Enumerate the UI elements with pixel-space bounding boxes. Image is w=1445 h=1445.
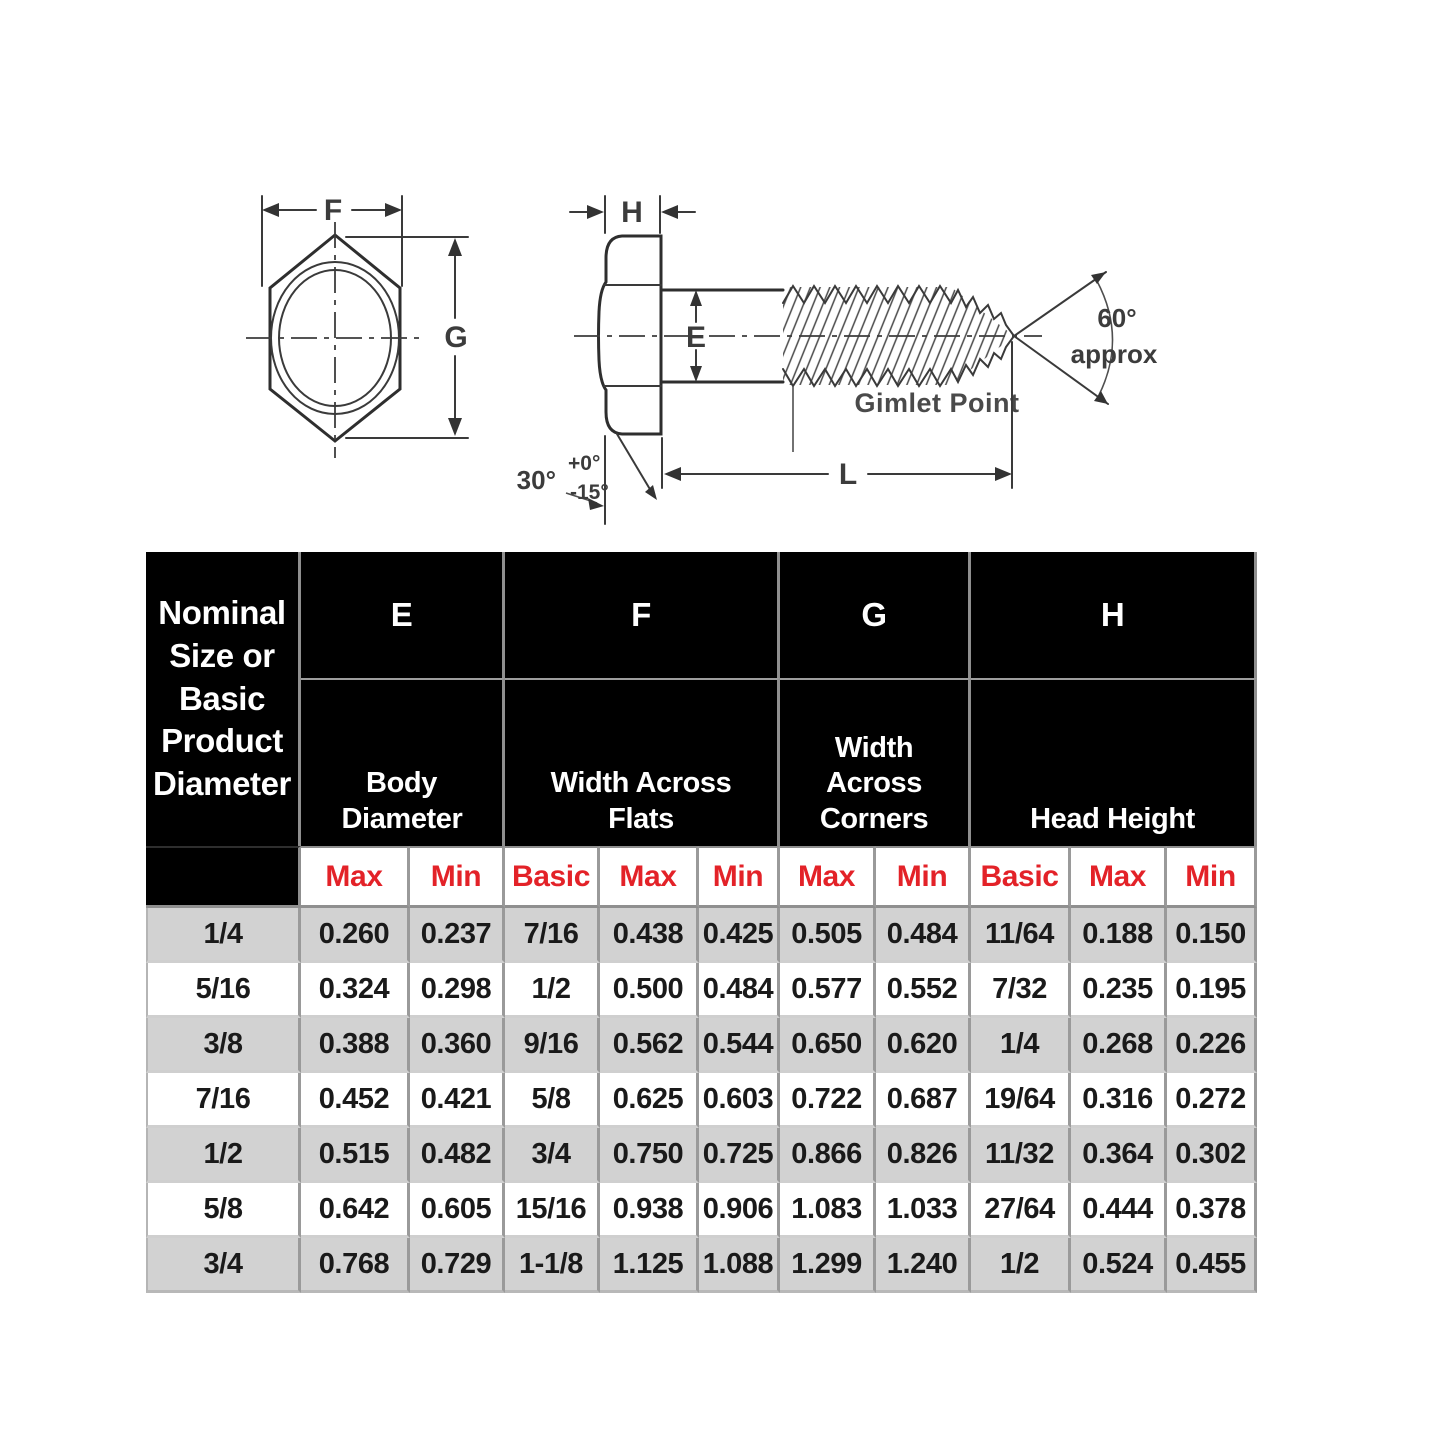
value-cell: 1.033 bbox=[876, 1183, 971, 1238]
value-cell: 0.235 bbox=[1071, 963, 1167, 1018]
header-row-letters bbox=[146, 552, 1257, 678]
group-name-width-across-flats bbox=[505, 678, 780, 846]
value-cell: 11/64 bbox=[971, 908, 1071, 963]
value-cell: 0.195 bbox=[1167, 963, 1257, 1018]
value-cell: 0.364 bbox=[1071, 1128, 1167, 1183]
nominal-size-header: Nominal Size or Basic Product Diameter bbox=[146, 552, 301, 846]
value-cell: 0.268 bbox=[1071, 1018, 1167, 1073]
f-arrow-left-icon bbox=[262, 203, 279, 217]
lag-screw-side-view bbox=[517, 196, 1158, 524]
g-dimension-label: G bbox=[444, 321, 468, 354]
group-name-head-height-text: Head Height bbox=[1030, 802, 1195, 835]
table-row bbox=[146, 1128, 1257, 1183]
value-cell: 0.316 bbox=[1071, 1073, 1167, 1128]
group-name-width-across-corners bbox=[780, 678, 971, 846]
value-cell: 27/64 bbox=[971, 1183, 1071, 1238]
value-cell: 0.324 bbox=[301, 963, 410, 1018]
value-cell: 1.240 bbox=[876, 1238, 971, 1293]
table-row bbox=[146, 963, 1257, 1018]
value-cell: 1-1/8 bbox=[505, 1238, 600, 1293]
h-dimension-label: H bbox=[621, 196, 643, 229]
subheader-h-min: Min bbox=[1167, 846, 1257, 908]
value-cell: 0.866 bbox=[780, 1128, 876, 1183]
f-dimension-label: F bbox=[323, 194, 343, 227]
row-size-cell: 1/4 bbox=[146, 908, 301, 963]
subheader-f-basic: Basic bbox=[505, 846, 600, 908]
value-cell: 19/64 bbox=[971, 1073, 1071, 1128]
table-row bbox=[146, 1238, 1257, 1293]
header-row-names bbox=[146, 678, 1257, 846]
subheader-e-min: Min bbox=[410, 846, 505, 908]
value-cell: 7/32 bbox=[971, 963, 1071, 1018]
e-arrow-up-icon bbox=[690, 290, 702, 306]
value-cell: 7/16 bbox=[505, 908, 600, 963]
gimlet-point-label: Gimlet Point bbox=[854, 388, 1020, 418]
subheader-h-max: Max bbox=[1071, 846, 1167, 908]
value-cell: 0.826 bbox=[876, 1128, 971, 1183]
group-name-body-diameter bbox=[301, 678, 505, 846]
value-cell: 0.484 bbox=[699, 963, 780, 1018]
l-arrow-left-icon bbox=[664, 467, 681, 481]
group-letter-g: G bbox=[780, 552, 971, 678]
chamfer-tolerance-plus-label: +0° bbox=[568, 452, 601, 475]
value-cell: 0.298 bbox=[410, 963, 505, 1018]
point-angle-lines bbox=[1014, 272, 1108, 404]
row-size-cell: 3/4 bbox=[146, 1238, 301, 1293]
value-cell: 0.729 bbox=[410, 1238, 505, 1293]
group-letter-e: E bbox=[301, 552, 505, 678]
value-cell: 1.299 bbox=[780, 1238, 876, 1293]
value-cell: 0.552 bbox=[876, 963, 971, 1018]
value-cell: 0.378 bbox=[1167, 1183, 1257, 1238]
subheader-h-basic: Basic bbox=[971, 846, 1071, 908]
value-cell: 1.083 bbox=[780, 1183, 876, 1238]
value-cell: 0.360 bbox=[410, 1018, 505, 1073]
value-cell: 0.524 bbox=[1071, 1238, 1167, 1293]
group-letter-h: H bbox=[971, 552, 1257, 678]
value-cell: 0.188 bbox=[1071, 908, 1167, 963]
value-cell: 0.302 bbox=[1167, 1128, 1257, 1183]
table-row bbox=[146, 1018, 1257, 1073]
header-row-subcolumns bbox=[146, 846, 1257, 908]
value-cell: 0.452 bbox=[301, 1073, 410, 1128]
value-cell: 0.750 bbox=[600, 1128, 699, 1183]
hex-head-front-view bbox=[246, 194, 468, 458]
value-cell: 3/4 bbox=[505, 1128, 600, 1183]
empty-header-cell bbox=[146, 846, 301, 908]
point-angle-arc bbox=[1097, 281, 1113, 395]
value-cell: 0.906 bbox=[699, 1183, 780, 1238]
value-cell: 0.620 bbox=[876, 1018, 971, 1073]
value-cell: 0.603 bbox=[699, 1073, 780, 1128]
point-angle-arrow-bottom-icon bbox=[1094, 391, 1108, 404]
table-body bbox=[146, 908, 1257, 1293]
row-size-cell: 5/16 bbox=[146, 963, 301, 1018]
value-cell: 0.515 bbox=[301, 1128, 410, 1183]
value-cell: 0.272 bbox=[1167, 1073, 1257, 1128]
table-row bbox=[146, 1183, 1257, 1238]
value-cell: 0.260 bbox=[301, 908, 410, 963]
l-arrow-right-icon bbox=[995, 467, 1012, 481]
chamfer-angle-label: 30° bbox=[516, 465, 556, 495]
row-size-cell: 5/8 bbox=[146, 1183, 301, 1238]
row-size-cell: 1/2 bbox=[146, 1128, 301, 1183]
l-dimension-label: L bbox=[838, 458, 858, 491]
subheader-g-max: Max bbox=[780, 846, 876, 908]
value-cell: 1/2 bbox=[505, 963, 600, 1018]
h-arrow-left-icon bbox=[661, 205, 678, 219]
subheader-f-max: Max bbox=[600, 846, 699, 908]
row-size-cell: 3/8 bbox=[146, 1018, 301, 1073]
group-name-width-across-corners-text: Width Across Corners bbox=[819, 731, 929, 835]
table-row bbox=[146, 1073, 1257, 1128]
value-cell: 11/32 bbox=[971, 1128, 1071, 1183]
value-cell: 0.438 bbox=[600, 908, 699, 963]
value-cell: 0.722 bbox=[780, 1073, 876, 1128]
value-cell: 0.237 bbox=[410, 908, 505, 963]
chamfer-angle-line bbox=[617, 434, 654, 496]
f-arrow-right-icon bbox=[385, 203, 402, 217]
g-arrow-down-icon bbox=[448, 418, 462, 436]
value-cell: 0.484 bbox=[876, 908, 971, 963]
value-cell: 0.388 bbox=[301, 1018, 410, 1073]
group-letter-f: F bbox=[505, 552, 780, 678]
value-cell: 0.505 bbox=[780, 908, 876, 963]
group-name-body-diameter-text: Body Diameter bbox=[341, 767, 463, 835]
value-cell: 0.938 bbox=[600, 1183, 699, 1238]
value-cell: 0.421 bbox=[410, 1073, 505, 1128]
value-cell: 0.687 bbox=[876, 1073, 971, 1128]
value-cell: 0.577 bbox=[780, 963, 876, 1018]
value-cell: 1/4 bbox=[971, 1018, 1071, 1073]
value-cell: 0.150 bbox=[1167, 908, 1257, 963]
value-cell: 0.425 bbox=[699, 908, 780, 963]
value-cell: 1.088 bbox=[699, 1238, 780, 1293]
chamfer-arrow-icon bbox=[645, 485, 657, 500]
head-profile-outline bbox=[599, 236, 662, 434]
value-cell: 0.625 bbox=[600, 1073, 699, 1128]
value-cell: 0.562 bbox=[600, 1018, 699, 1073]
e-dimension-label: E bbox=[685, 321, 707, 354]
value-cell: 9/16 bbox=[505, 1018, 600, 1073]
value-cell: 0.650 bbox=[780, 1018, 876, 1073]
value-cell: 0.482 bbox=[410, 1128, 505, 1183]
row-size-cell: 7/16 bbox=[146, 1073, 301, 1128]
value-cell: 0.444 bbox=[1071, 1183, 1167, 1238]
point-angle-qualifier-label: approx bbox=[1070, 339, 1158, 369]
dimension-table bbox=[146, 552, 1257, 1293]
value-cell: 15/16 bbox=[505, 1183, 600, 1238]
value-cell: 0.455 bbox=[1167, 1238, 1257, 1293]
value-cell: 0.605 bbox=[410, 1183, 505, 1238]
value-cell: 0.544 bbox=[699, 1018, 780, 1073]
value-cell: 0.500 bbox=[600, 963, 699, 1018]
value-cell: 5/8 bbox=[505, 1073, 600, 1128]
value-cell: 0.642 bbox=[301, 1183, 410, 1238]
subheader-f-min: Min bbox=[699, 846, 780, 908]
value-cell: 0.226 bbox=[1167, 1018, 1257, 1073]
group-name-width-across-flats-text: Width Across Flats bbox=[550, 767, 732, 835]
lag-screw-technical-drawing bbox=[0, 0, 1445, 552]
value-cell: 1/2 bbox=[971, 1238, 1071, 1293]
subheader-e-max: Max bbox=[301, 846, 410, 908]
h-arrow-right-icon bbox=[587, 205, 604, 219]
point-angle-label: 60° bbox=[1097, 303, 1137, 333]
subheader-g-min: Min bbox=[876, 846, 971, 908]
value-cell: 0.768 bbox=[301, 1238, 410, 1293]
g-arrow-up-icon bbox=[448, 238, 462, 256]
value-cell: 0.725 bbox=[699, 1128, 780, 1183]
value-cell: 1.125 bbox=[600, 1238, 699, 1293]
group-name-head-height bbox=[971, 678, 1257, 846]
table-row bbox=[146, 908, 1257, 963]
chamfer-tolerance-minus-label: -15° bbox=[570, 481, 609, 504]
e-arrow-down-icon bbox=[690, 366, 702, 382]
